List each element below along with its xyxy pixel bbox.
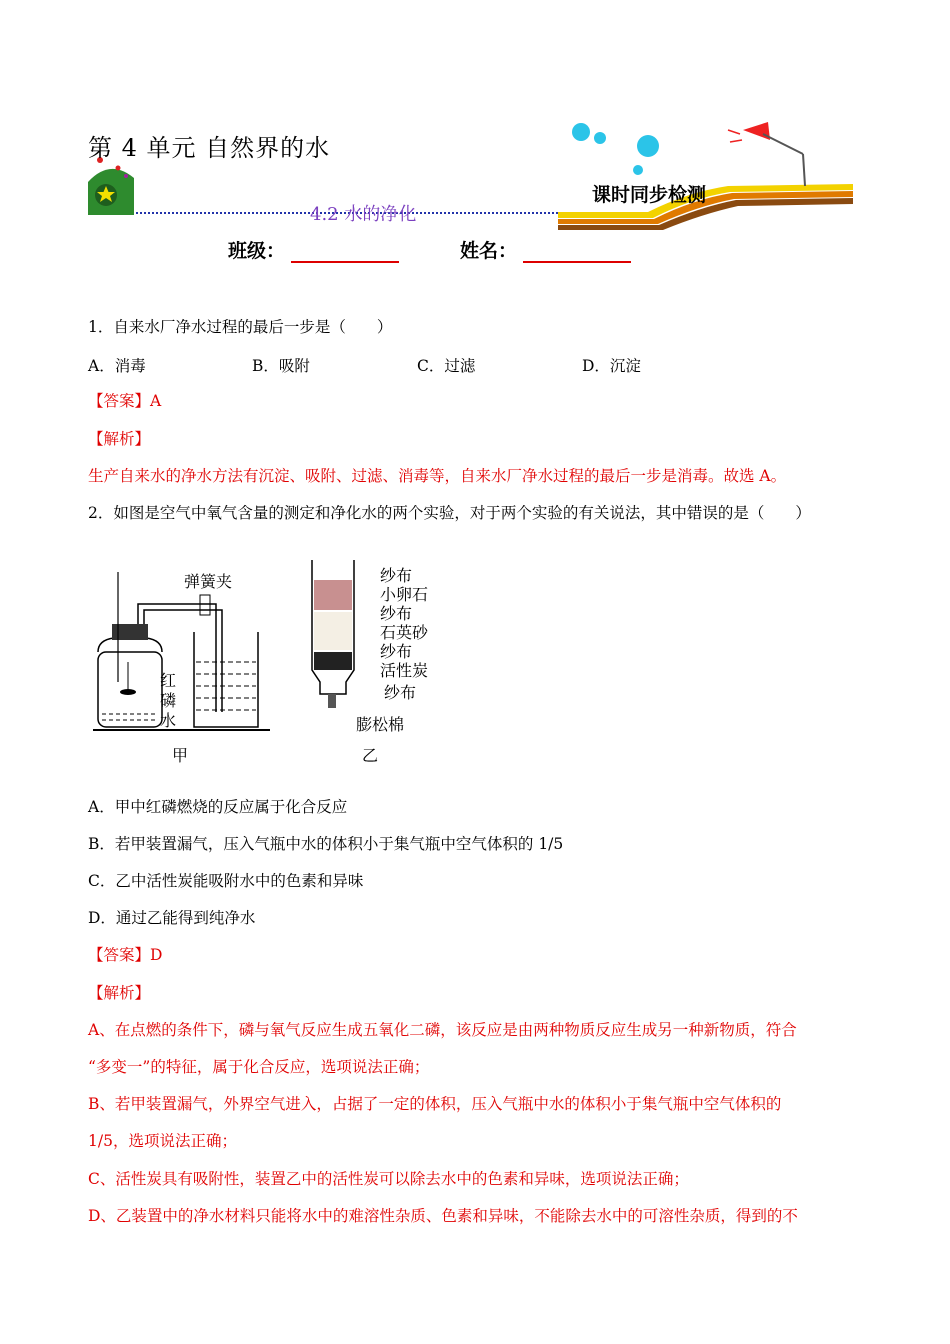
q2-answer bbox=[88, 945, 162, 965]
q1-analysis-label: 【解析】 bbox=[88, 430, 151, 448]
label-gauze-2: 纱布 bbox=[380, 604, 413, 623]
class-label: 班级： bbox=[228, 240, 286, 262]
label-gauze-1: 纱布 bbox=[380, 566, 413, 585]
q2-stem: 2．如图是空气中氧气含量的测定和净化水的两个实验，对于两个实验的有关说法，其中错误的是（ ） bbox=[88, 504, 811, 522]
q1-option-a[interactable]: A．消毒 bbox=[88, 357, 146, 375]
q1-answer bbox=[88, 391, 161, 411]
q1-answer-label: 【答案】 bbox=[88, 392, 151, 410]
check-label: 课时同步检测 bbox=[592, 184, 707, 206]
label-phosphorus: 磷 bbox=[160, 691, 177, 710]
filter-labels bbox=[380, 566, 428, 702]
label-pebbles: 小卵石 bbox=[380, 585, 429, 604]
q2-analysis-line: B、若甲装置漏气，外界空气进入，占据了一定的体积，压入气瓶中水的体积小于集气瓶中空气体积的 bbox=[88, 1095, 782, 1113]
name-label: 姓名： bbox=[460, 240, 518, 262]
name-field[interactable] bbox=[460, 236, 631, 263]
q1-stem: 1．自来水厂净水过程的最后一步是（ ） bbox=[88, 318, 393, 336]
q2-analysis-line: C、活性炭具有吸附性，装置乙中的活性炭可以除去水中的色素和异味，选项说法正确； bbox=[88, 1170, 689, 1188]
class-field[interactable] bbox=[228, 236, 399, 263]
label-water: 水 bbox=[160, 711, 177, 730]
class-blank[interactable] bbox=[291, 241, 399, 263]
q1-option-d[interactable]: D．沉淀 bbox=[582, 357, 641, 375]
q2-analysis-line: A、在点燃的条件下，磷与氧气反应生成五氧化二磷，该反应是由两种物质反应生成另一种新物质，符合 bbox=[88, 1021, 797, 1039]
label-yi: 乙 bbox=[362, 746, 379, 765]
label-activated-carbon: 活性炭 bbox=[380, 661, 429, 680]
q1-option-b[interactable]: B．吸附 bbox=[252, 357, 310, 375]
name-blank[interactable] bbox=[523, 241, 631, 263]
label-red: 红 bbox=[160, 671, 177, 690]
label-gauze-3: 纱布 bbox=[380, 642, 413, 661]
q2-analysis-line: “多变一”的特征，属于化合反应，选项说法正确； bbox=[88, 1058, 430, 1076]
q2-answer-value: D bbox=[150, 946, 163, 964]
q2-analysis-label: 【解析】 bbox=[88, 984, 151, 1002]
q2-option-a[interactable]: A．甲中红磷燃烧的反应属于化合反应 bbox=[88, 798, 348, 816]
q2-option-c[interactable]: C．乙中活性炭能吸附水中的色素和异味 bbox=[88, 872, 364, 890]
q1-answer-value: A bbox=[150, 392, 162, 410]
q2-answer-label: 【答案】 bbox=[88, 946, 151, 964]
label-gauze-4: 纱布 bbox=[384, 683, 417, 702]
q1-option-c[interactable]: C．过滤 bbox=[417, 357, 476, 375]
section-title: 4.2 水的净化 bbox=[310, 204, 417, 225]
label-cotton: 膨松棉 bbox=[356, 715, 405, 734]
label-quartz-sand: 石英砂 bbox=[380, 623, 429, 642]
q2-analysis-line: 1/5，选项说法正确； bbox=[88, 1132, 237, 1150]
q2-analysis-line: D、乙装置中的净水材料只能将水中的难溶性杂质、色素和异味，不能除去水中的可溶性杂质，得到的不 bbox=[88, 1207, 798, 1225]
q1-analysis: 生产自来水的净水方法有沉淀、吸附、过滤、消毒等，自来水厂净水过程的最后一步是消毒。故选 A。 bbox=[88, 467, 787, 485]
label-spring-clip: 弹簧夹 bbox=[184, 572, 233, 591]
q2-option-b[interactable]: B．若甲装置漏气，压入气瓶中水的体积小于集气瓶中空气体积的 1/5 bbox=[88, 835, 564, 853]
label-jia: 甲 bbox=[172, 746, 189, 765]
q2-option-d[interactable]: D．通过乙能得到纯净水 bbox=[88, 909, 256, 927]
unit-title: 第 4 单元 自然界的水 bbox=[88, 134, 331, 162]
